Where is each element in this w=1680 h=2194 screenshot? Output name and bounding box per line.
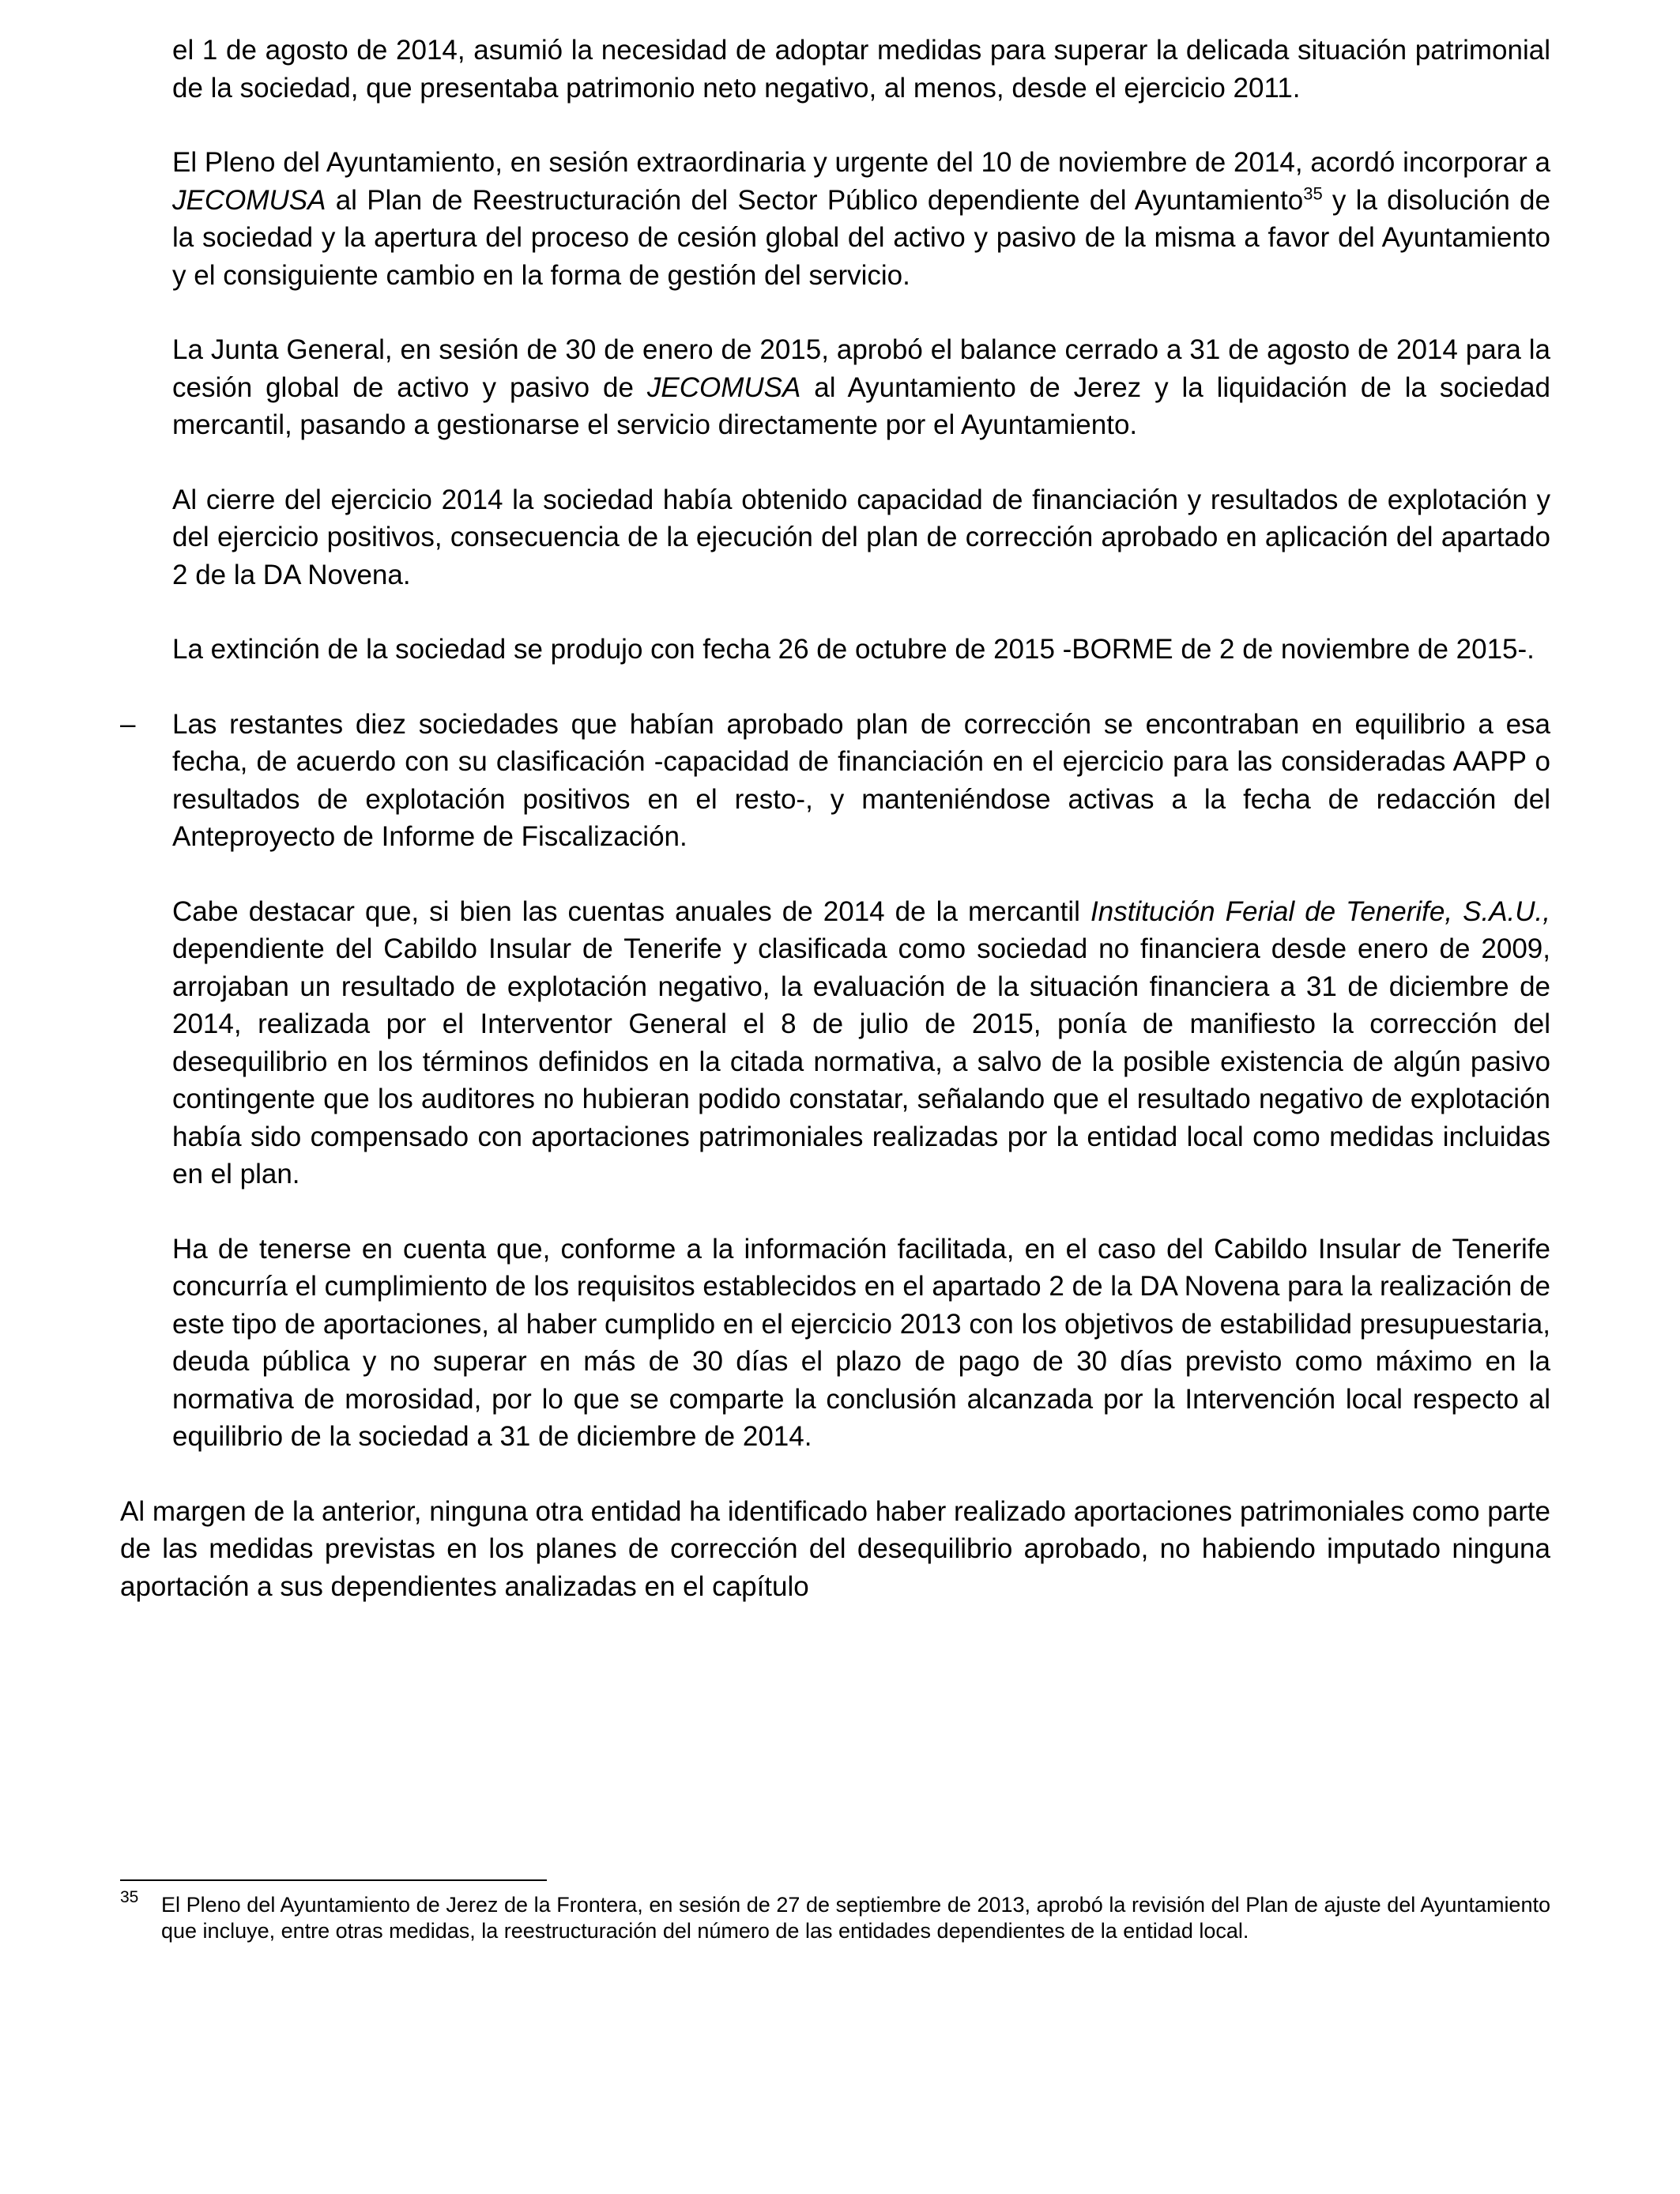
footnote-number: 35 xyxy=(120,1888,139,1906)
paragraph-1: el 1 de agosto de 2014, asumió la necesidad de adoptar medidas para superar la delicada situación patrimonial de la sociedad, que presentaba patrimonio neto negativo, al menos, desde el ejercicio 2011. xyxy=(172,35,1550,104)
company-name-jecomusa: JECOMUSA xyxy=(646,371,801,403)
paragraph-4: Al cierre del ejercicio 2014 la sociedad había obtenido capacidad de financiación y resultados de explotación y del ejercicio positivos, consecuencia de la ejecución del plan de corrección aprobado en aplicación del apartado 2 de la DA Novena. xyxy=(172,484,1550,590)
paragraph-9: Al margen de la anterior, ninguna otra entidad ha identificado haber realizado aportaciones patrimoniales como parte de las medidas previstas en los planes de corrección del desequilibrio aprobado, no habiendo imputado ninguna aportación a sus dependientes analizadas en el capítulo xyxy=(120,1495,1550,1602)
paragraph-2-text-a: El Pleno del Ayuntamiento, en sesión extraordinaria y urgente del 10 de noviembre de 2014, acordó incorporar a xyxy=(172,147,1550,178)
company-name-institucion-ferial: Institución Ferial de Tenerife, S.A.U., xyxy=(1090,895,1550,927)
paragraph-3-text-c: al Ayuntamiento de Jerez y la liquidación de la sociedad mercantil, pasando a gestionarse el servicio directamente por el Ayuntamiento. xyxy=(172,371,1550,440)
company-name-jecomusa: JECOMUSA xyxy=(172,184,326,216)
paragraph-7-text-c: dependiente del Cabildo Insular de Tenerife y clasificada como sociedad no financiera desde enero de 2009, arrojaban un resultado de explotación negativo, la evaluación de la situación financiera a 31 de diciembre de 2014, realizada por el Interventor General el 8 de julio de 2015, ponía de manifiesto la corrección del desequilibrio en los términos definidos en la citada normativa, a salvo de la posible existencia de algún pasivo contingente que los auditores no hubieran podido constatar, señalando que el resultado negativo de explotación había sido compensado con aportaciones patrimoniales realizadas por la entidad local como medidas incluidas en el plan. xyxy=(172,933,1550,1189)
footnote xyxy=(120,1888,1550,1944)
paragraph-2 xyxy=(172,144,1550,294)
footnote-reference[interactable]: 35 xyxy=(1303,183,1323,203)
body-text xyxy=(120,32,1550,1642)
paragraph-3 xyxy=(172,331,1550,444)
footnote-text: El Pleno del Ayuntamiento de Jerez de la Frontera, en sesión de 27 de septiembre de 2013, aprobó la revisión del Plan de ajuste del Ayuntamiento que incluye, entre otras medidas, la reestructuración del número de las entidades dependientes de la entidad local. xyxy=(161,1893,1550,1943)
footnote-separator xyxy=(120,1879,547,1881)
paragraph-7 xyxy=(172,893,1550,1193)
paragraph-7-text-a: Cabe destacar que, si bien las cuentas anuales de 2014 de la mercantil xyxy=(172,895,1090,927)
paragraph-5: La extinción de la sociedad se produjo con fecha 26 de octubre de 2015 -BORME de 2 de noviembre de 2015-. xyxy=(172,634,1535,665)
paragraph-3-text-a: La Junta General, en sesión de 30 de enero de 2015, aprobó el balance cerrado a 31 de agosto de 2014 para la cesión global de activo y pasivo de xyxy=(172,334,1550,403)
paragraph-2-text-d: y la disolución de la sociedad y la apertura del proceso de cesión global del activo y pasivo de la misma a favor del Ayuntamiento y el consiguiente cambio en la forma de gestión del servicio. xyxy=(172,184,1550,291)
paragraph-2-text-c: al Plan de Reestructuración del Sector Público dependiente del Ayuntamiento xyxy=(326,184,1304,216)
paragraph-8: Ha de tenerse en cuenta que, conforme a la información facilitada, en el caso del Cabildo Insular de Tenerife concurría el cumplimiento de los requisitos establecidos en el apartado 2 de la DA Novena para la realización de este tipo de aportaciones, al haber cumplido en el ejercicio 2013 con los objetivos de estabilidad presupuestaria, deuda pública y no superar en más de 30 días el plazo de pago de 30 días previsto como máximo en la normativa de morosidad, por lo que se comparte la conclusión alcanzada por la Intervención local respecto al equilibrio de la sociedad a 31 de diciembre de 2014. xyxy=(172,1233,1550,1452)
bullet-item xyxy=(120,706,1550,856)
paragraph-6: Las restantes diez sociedades que habían aprobado plan de corrección se encontraban en equilibrio a esa fecha, de acuerdo con su clasificación -capacidad de financiación en el ejercicio para las consideradas AAPP o resultados de explotación positivos en el resto-, y manteniéndose activas a la fecha de redacción del Anteproyecto de Informe de Fiscalización. xyxy=(172,708,1550,852)
dash-bullet-icon: – xyxy=(120,708,136,740)
